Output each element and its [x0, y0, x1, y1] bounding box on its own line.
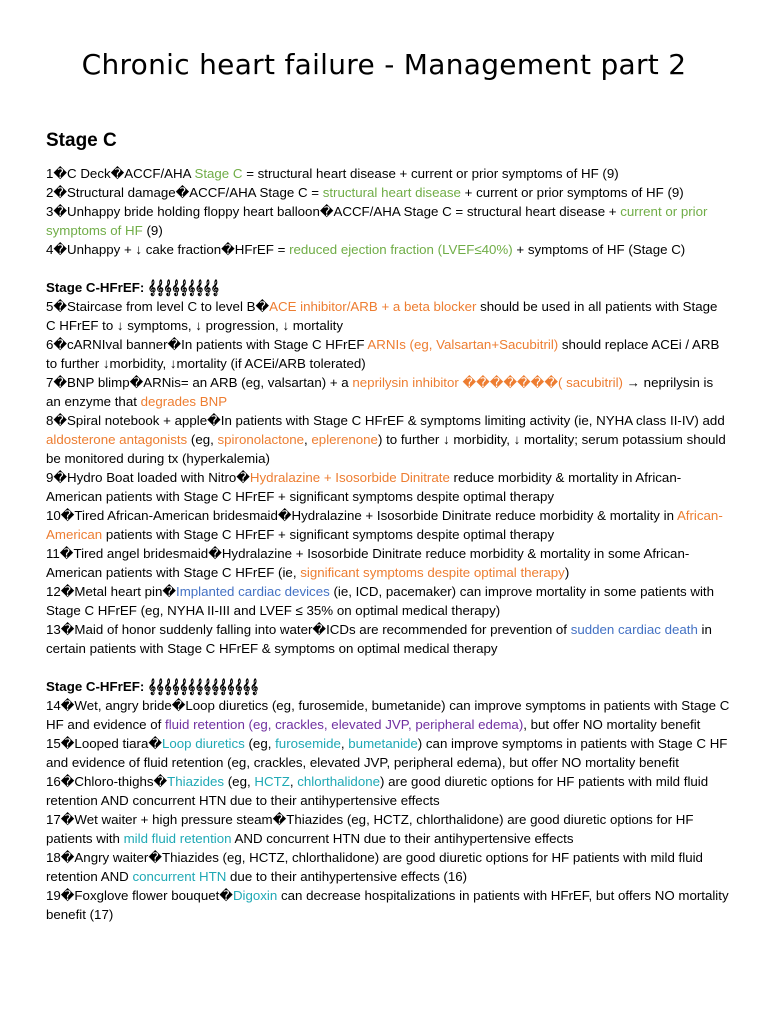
item-text: 15�Looped tiara� [46, 736, 162, 751]
list-item [46, 506, 730, 544]
list-item [46, 544, 730, 582]
item-text: reduce morbidity & mortality in African-American patients with Stage C HFrEF + significant symptoms despite optimal therapy [46, 470, 682, 504]
highlighted-term: degrades BNP [140, 394, 228, 409]
item-text: 2�Structural damage�ACCF/AHA Stage C = [46, 185, 323, 200]
highlighted-term: sudden cardiac death [570, 622, 698, 637]
highlighted-term: Loop diuretics [162, 736, 245, 751]
highlighted-term: fluid retention (eg, crackles, elevated JVP, peripheral edema) [165, 717, 524, 732]
section-heading-hfref-2: Stage C-HFrEF: 𝄞𝄞𝄞𝄞𝄞𝄞𝄞𝄞𝄞𝄞𝄞𝄞𝄞𝄞 [46, 679, 258, 694]
list-item [46, 810, 730, 848]
highlighted-term: Implanted cardiac devices [176, 584, 330, 599]
list-item [46, 183, 730, 202]
hfref-list-1 [46, 297, 730, 658]
item-text: (ie, ICD, pacemaker) can improve mortality in some patients with Stage C HFrEF (eg, NYHA II-III and LVEF ≤ 35% on optimal medical therapy) [46, 584, 715, 618]
highlighted-term: ACE inhibitor/ARB + a beta blocker [269, 299, 477, 314]
list-item [46, 734, 730, 772]
item-text: 7�BNP blimp�ARNis= an ARB (eg, valsartan) + a [46, 375, 353, 390]
item-text: , [304, 432, 312, 447]
highlighted-term: African-American [46, 508, 723, 542]
highlighted-term: Stage C [194, 166, 243, 181]
item-text: (eg, [187, 432, 218, 447]
page-title: Chronic heart failure - Management part 2 [81, 48, 687, 81]
item-text: 13�Maid of honor suddenly falling into water�ICDs are recommended for prevention of [46, 622, 571, 637]
highlighted-term: bumetanide [348, 736, 418, 751]
item-text: → neprilysin is an enzyme that [46, 375, 714, 409]
item-text: 3�Unhappy bride holding floppy heart balloon�ACCF/AHA Stage C = structural heart disease + [46, 204, 621, 219]
item-text: 11�Tired angel bridesmaid�Hydralazine + Isosorbide Dinitrate reduce morbidity & mortality in some African-American patients with Stage C HFrEF (ie, [46, 546, 690, 580]
section-heading-hfref-1: Stage C-HFrEF: 𝄞𝄞𝄞𝄞𝄞𝄞𝄞𝄞𝄞 [46, 280, 219, 295]
list-item [46, 886, 730, 924]
item-text: should replace ACEi / ARB to further ↓morbidity, ↓mortality (if ACEi/ARB tolerated) [46, 337, 720, 371]
list-item [46, 772, 730, 810]
item-text: 5�Staircase from level C to level B� [46, 299, 270, 314]
item-text: patients with Stage C HFrEF + significant symptoms despite optimal therapy [102, 527, 555, 542]
list-item [46, 582, 730, 620]
stage-heading: Stage C [46, 130, 117, 151]
item-text: ) to further ↓ morbidity, ↓ mortality; serum potassium should be monitored during tx (hyperkalemia) [46, 432, 726, 466]
stage-list [46, 164, 730, 259]
item-text: 16�Chloro-thighs� [46, 774, 168, 789]
list-item [46, 240, 730, 259]
item-text: 18�Angry waiter�Thiazides (eg, HCTZ, chlorthalidone) are good diuretic options for HF patients with mild fluid retention AND [46, 850, 703, 884]
item-text: should be used in all patients with Stage C HFrEF to ↓ symptoms, ↓ progression, ↓ mortality [46, 299, 718, 333]
item-text: AND concurrent HTN due to their antihypertensive effects [231, 831, 574, 846]
highlighted-term: aldosterone antagonists [46, 432, 188, 447]
highlighted-term: Hydralazine + Isosorbide Dinitrate [249, 470, 450, 485]
item-text: + current or prior symptoms of HF (9) [460, 185, 684, 200]
highlighted-term: reduced ejection fraction (LVEF≤40%) [289, 242, 513, 257]
list-item [46, 620, 730, 658]
item-text: in certain patients with Stage C HFrEF & symptoms on optimal medical therapy [46, 622, 712, 656]
item-text: , [340, 736, 349, 751]
highlighted-term: chlorthalidone [297, 774, 381, 789]
highlighted-term: Thiazides [167, 774, 225, 789]
item-text: ) [564, 565, 570, 580]
highlighted-term: concurrent HTN [132, 869, 227, 884]
item-text: can decrease hospitalizations in patients with HFrEF, but offers NO mortality benefit (17) [46, 888, 729, 922]
item-text: 8�Spiral notebook + apple�In patients with Stage C HFrEF & symptoms limiting activity (ie, NYHA class II-IV) add [46, 413, 725, 428]
highlighted-term: HCTZ [254, 774, 290, 789]
item-text: , [289, 774, 298, 789]
highlighted-term: structural heart disease [322, 185, 461, 200]
highlighted-term: Digoxin [232, 888, 278, 903]
item-text: ) can improve symptoms in patients with Stage C HF and evidence of fluid retention (eg, crackles, elevated JVP, peripheral edema), but offer NO mortality benefit [46, 736, 728, 770]
item-text: + symptoms of HF (Stage C) [512, 242, 686, 257]
highlighted-term: current or prior symptoms of HF [46, 204, 708, 238]
item-text: (eg, [224, 774, 255, 789]
list-item [46, 411, 730, 468]
highlighted-term: mild fluid retention [123, 831, 232, 846]
highlighted-term: neprilysin inhibitor �������( sacubitril) [352, 375, 623, 390]
list-item [46, 373, 730, 411]
hfref-list-2 [46, 696, 730, 924]
highlighted-term: spironolactone [217, 432, 305, 447]
item-text: 17�Wet waiter + high pressure steam�Thiazides (eg, HCTZ, chlorthalidone) are good diuretic options for HF patients with [46, 812, 694, 846]
highlighted-term: ARNIs (eg, Valsartan+Sacubitril) [367, 337, 559, 352]
item-text: 6�cARNIval banner�In patients with Stage C HFrEF [46, 337, 368, 352]
highlighted-term: eplerenone [311, 432, 378, 447]
item-text: , but offer NO mortality benefit [523, 717, 701, 732]
item-text: due to their antihypertensive effects (16) [226, 869, 468, 884]
item-text: 9�Hydro Boat loaded with Nitro� [46, 470, 250, 485]
item-text: = structural heart disease + current or prior symptoms of HF (9) [242, 166, 619, 181]
list-item [46, 848, 730, 886]
highlighted-term: significant symptoms despite optimal therapy [300, 565, 565, 580]
item-text: (9) [142, 223, 163, 238]
list-item [46, 696, 730, 734]
list-item [46, 202, 730, 240]
item-text: (eg, [244, 736, 276, 751]
item-text: 14�Wet, angry bride�Loop diuretics (eg, furosemide, bumetanide) can improve symptoms in patients with Stage C HF and evidence of [46, 698, 730, 732]
list-item [46, 468, 730, 506]
list-item [46, 297, 730, 335]
highlighted-term: furosemide [275, 736, 341, 751]
item-text: ) are good diuretic options for HF patients with mild fluid retention AND concurrent HTN due to their antihypertensive effects [46, 774, 709, 808]
item-text: 1�C Deck�ACCF/AHA [46, 166, 195, 181]
list-item [46, 335, 730, 373]
document-body [46, 128, 730, 924]
item-text: 19�Foxglove flower bouquet� [46, 888, 233, 903]
item-text: 10�Tired African-American bridesmaid�Hydralazine + Isosorbide Dinitrate reduce morbidity & mortality in [46, 508, 677, 523]
list-item [46, 164, 730, 183]
item-text: 4�Unhappy + ↓ cake fraction�HFrEF = [46, 242, 290, 257]
item-text: 12�Metal heart pin� [46, 584, 177, 599]
